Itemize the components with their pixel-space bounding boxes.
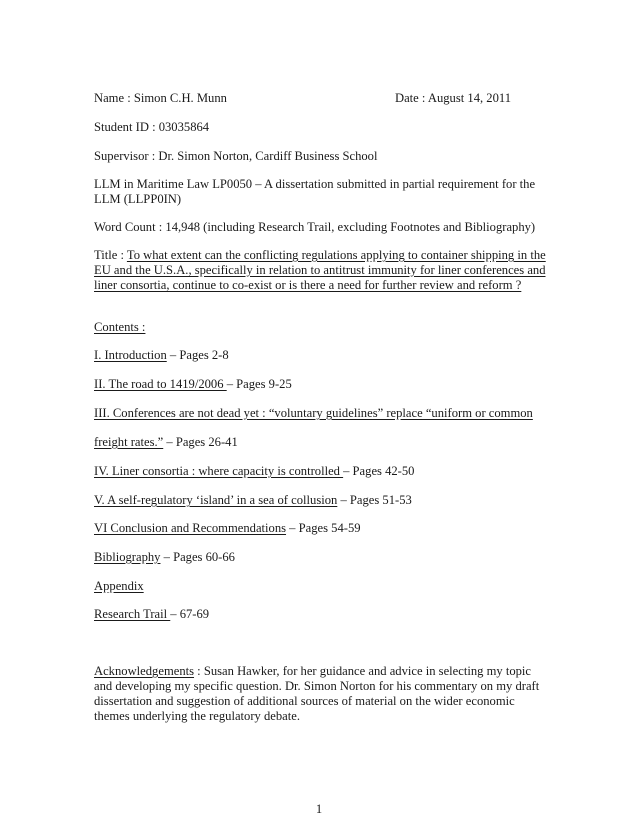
word-count-line: Word Count : 14,948 (including Research Trail, excluding Footnotes and Bibliography) [94, 220, 536, 234]
toc-link[interactable]: I. Introduction [94, 348, 167, 362]
toc-link[interactable]: Bibliography [94, 550, 161, 564]
programme-line-1: LLM in Maritime Law LP0050 – A dissertation submitted in partial requirement for the [94, 177, 536, 191]
toc-link[interactable]: V. A self-regulatory ‘island’ in a sea of collusion [94, 493, 338, 507]
toc-pages: – Pages 60-66 [160, 550, 235, 564]
acknowledgements-line-3: dissertation and suggestion of additional sources of material on the wider economic [94, 694, 515, 708]
toc-pages: – Pages 26-41 [163, 435, 238, 449]
toc-entry-appendix[interactable] [94, 579, 144, 594]
title-prefix: Title : [94, 248, 127, 262]
toc-pages: – Pages 51-53 [337, 493, 412, 507]
student-id-line: Student ID : 03035864 [94, 120, 210, 134]
toc-entry-introduction[interactable] [94, 348, 229, 363]
acknowledgements-text-1: : Susan Hawker, for her guidance and advice in selecting my topic [194, 664, 531, 678]
toc-link[interactable]: II. The road to 1419/2006 [94, 377, 227, 391]
toc-link[interactable]: freight rates.” [94, 435, 164, 449]
page-number: 1 [315, 802, 323, 816]
toc-entry-self-regulatory[interactable] [94, 493, 412, 508]
title-line-1 [94, 248, 546, 263]
acknowledgements-line-1 [94, 664, 531, 679]
date-line: Date : August 14, 2011 [395, 91, 512, 105]
title-line-3: liner consortia, continue to co-exist or is there a need for further review and reform ? [94, 278, 522, 292]
toc-link[interactable]: VI Conclusion and Recommendations [94, 521, 287, 535]
toc-entry-liner-consortia[interactable] [94, 464, 414, 479]
acknowledgements-line-4: themes underlying the regulatory debate. [94, 709, 300, 723]
acknowledgements-line-2: and developing my specific question. Dr. Simon Norton for his commentary on my draft [94, 679, 540, 693]
acknowledgements-label: Acknowledgements [94, 664, 195, 678]
toc-entry-conclusion[interactable] [94, 521, 361, 536]
toc-entry-road-to-1419[interactable] [94, 377, 292, 392]
title-line-2: EU and the U.S.A., specifically in relation to antitrust immunity for liner conferences and [94, 263, 546, 277]
toc-link[interactable]: Research Trail [94, 607, 171, 621]
contents-heading: Contents : [94, 320, 146, 334]
toc-pages: – Pages 9-25 [226, 377, 292, 391]
toc-entry-conferences[interactable] [94, 406, 533, 421]
toc-entry-freight-rates[interactable] [94, 435, 238, 450]
toc-pages: – 67-69 [170, 607, 210, 621]
title-text-1: To what extent can the conflicting regulations applying to container shipping in the [126, 248, 546, 262]
toc-link[interactable]: III. Conferences are not dead yet : “voluntary guidelines” replace “uniform or common [94, 406, 533, 420]
toc-entry-research-trail[interactable] [94, 607, 209, 622]
name-line: Name : Simon C.H. Munn [94, 91, 227, 105]
toc-pages: – Pages 42-50 [343, 464, 415, 478]
toc-entry-bibliography[interactable] [94, 550, 235, 565]
toc-link[interactable]: IV. Liner consortia : where capacity is controlled [94, 464, 344, 478]
toc-pages: – Pages 2-8 [166, 348, 229, 362]
supervisor-line: Supervisor : Dr. Simon Norton, Cardiff Business School [94, 149, 378, 163]
toc-link[interactable]: Appendix [94, 579, 144, 593]
programme-line-2: LLM (LLPP0IN) [94, 192, 182, 206]
toc-pages: – Pages 54-59 [286, 521, 361, 535]
